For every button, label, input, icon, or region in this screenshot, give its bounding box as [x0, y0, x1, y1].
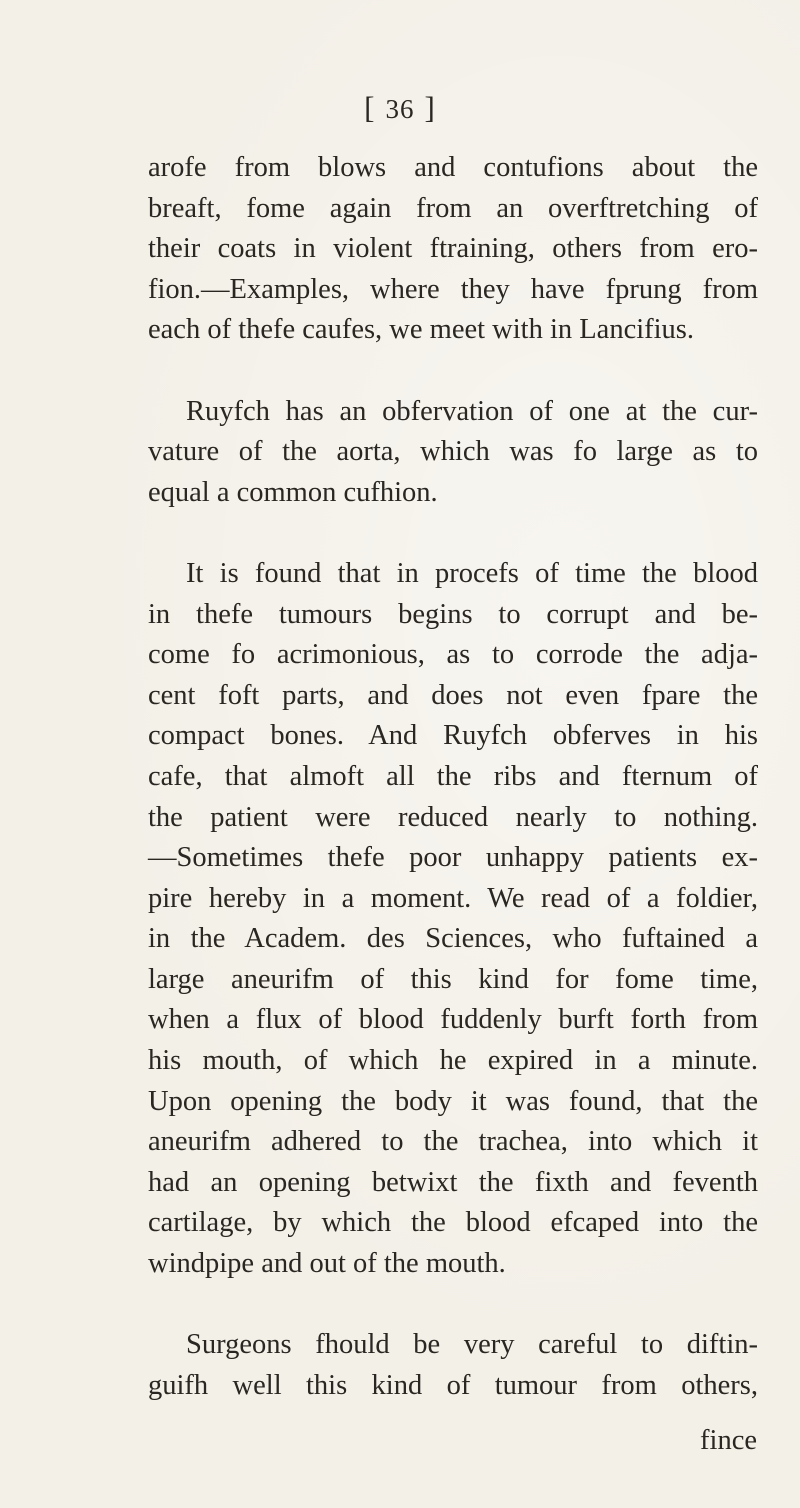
paragraph-2	[148, 392, 758, 514]
paragraph-1	[148, 148, 758, 351]
text-line: arofe from blows and contufions about the	[148, 152, 758, 183]
paragraph-4	[148, 1325, 758, 1406]
text-line: —Sometimes thefe poor unhappy patients ex-	[148, 842, 758, 874]
page-number: 36	[385, 94, 415, 124]
text-line: come fo acrimonious, as to corrode the adja-	[148, 639, 758, 671]
page-header	[0, 90, 800, 126]
text-line: cent foft parts, and does not even fpare the	[148, 679, 758, 711]
text-line: compact bones. And Ruyfch obferves in his	[148, 720, 758, 752]
text-line: cafe, that almoft all the ribs and fternum of	[148, 760, 758, 792]
text-line: their coats in violent ftraining, others from ero-	[148, 233, 758, 265]
paragraph-3	[148, 554, 758, 1285]
text-line: each of thefe caufes, we meet with in Lancifius.	[148, 314, 695, 346]
text-line: It is found that in procefs of time the blood	[186, 557, 758, 589]
text-line: in thefe tumours begins to corrupt and be-	[148, 598, 758, 630]
catchword: fince	[700, 1425, 757, 1456]
text-line: cartilage, by which the blood efcaped into the	[148, 1207, 758, 1239]
text-line: large aneurifm of this kind for fome time,	[148, 963, 758, 995]
text-line: guifh well this kind of tumour from others,	[148, 1369, 758, 1401]
text-line: pire hereby in a moment. We read of a foldier,	[148, 882, 758, 914]
text-line: the patient were reduced nearly to nothing.	[148, 801, 758, 833]
text-line: breaft, fome again from an overftretching of	[148, 192, 758, 224]
text-line: fion.—Examples, where they have fprung from	[148, 273, 758, 305]
header-close-bracket: ]	[424, 90, 436, 125]
text-line: Upon opening the body it was found, that the	[148, 1085, 758, 1117]
text-line: had an opening betwixt the fixth and feventh	[148, 1166, 758, 1198]
text-line: Surgeons fhould be very careful to diftin-	[186, 1329, 758, 1361]
header-open-bracket: [	[364, 90, 376, 125]
text-line: in the Academ. des Sciences, who fuftained a	[148, 923, 758, 955]
text-line: his mouth, of which he expired in a minute.	[148, 1045, 758, 1077]
text-line: vature of the aorta, which was fo large as to	[148, 436, 758, 468]
body-text	[148, 148, 758, 1406]
text-line: windpipe and out of the mouth.	[148, 1248, 506, 1280]
text-line: when a flux of blood fuddenly burft forth from	[148, 1004, 758, 1036]
text-line: equal a common cufhion.	[148, 476, 438, 508]
text-line: aneurifm adhered to the trachea, into which it	[148, 1126, 758, 1158]
text-line: Ruyfch has an obfervation of one at the cur-	[186, 395, 758, 427]
